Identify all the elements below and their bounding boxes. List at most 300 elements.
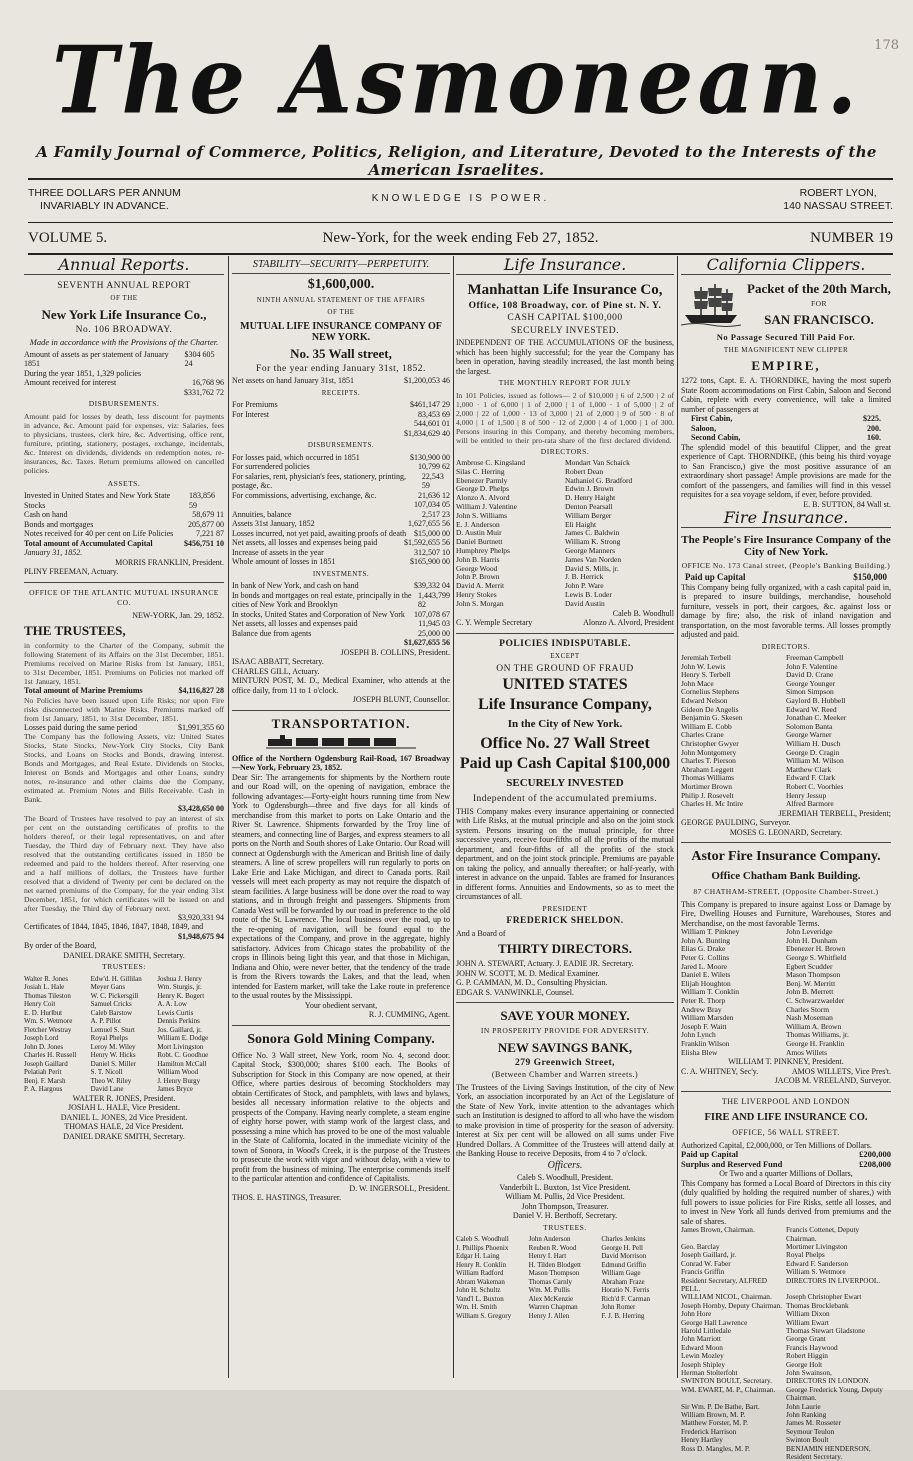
- ledger-row: [24, 529, 224, 539]
- director-name: John Hore: [681, 1309, 712, 1319]
- director-name: Joseph Hornby, Deputy Chairman.: [681, 1300, 783, 1310]
- director-name: John B. Harris: [456, 554, 500, 564]
- trustee-name: Joshua J. Henry: [157, 974, 202, 983]
- peoples-heading: The People's Fire Insurance Company of the City of New York.: [681, 533, 891, 558]
- row-label: Whole amount of losses in 1851: [232, 557, 336, 566]
- director-name: William T. Pinkney: [681, 927, 740, 937]
- ledger-row: [232, 638, 450, 648]
- ledger-row: [232, 376, 450, 386]
- trustee-name: William Radford: [456, 1269, 504, 1278]
- trustee-name: J. Phillips Phoenix: [456, 1243, 509, 1252]
- director-name: William T. Conklin: [681, 987, 739, 997]
- fire-section-heading: Fire Insurance.: [681, 513, 891, 528]
- director-name: John S. Morgan: [456, 598, 504, 608]
- trustee-name: Wm. S. Wetmore: [24, 1017, 73, 1025]
- trustee-name: P. A. Hargous: [24, 1085, 63, 1093]
- signature-date: January 31, 1852.: [24, 548, 83, 557]
- row-value: 205,877 00: [188, 519, 224, 529]
- examiner-signature: MINTURN POST, M. D., Medical Examiner, who attends at the office daily, from 11 to 1 o'clock.: [232, 676, 450, 695]
- director-name: John Mace: [681, 678, 714, 688]
- row-label: For commissions, advertising, exchange, &c.: [232, 490, 377, 500]
- capital-line: CASH CAPITAL $100,000: [507, 313, 623, 323]
- volume: VOLUME 5.: [28, 230, 108, 246]
- director-name: Philip J. Rosevelt: [681, 790, 734, 800]
- trustee-name: James Bryce: [157, 1085, 193, 1093]
- vp-signature: AMOS WILLETS, Vice Pres't.: [791, 1066, 891, 1076]
- masthead-rule-top: [28, 178, 893, 180]
- director-name: John A. Bunting: [681, 935, 730, 945]
- director-name: John Leveridge: [786, 927, 833, 937]
- trustee-name: Joseph Gaillard: [24, 1059, 68, 1068]
- trustee-list: [456, 1235, 674, 1320]
- trustee-name: Thomas Carnly: [528, 1277, 573, 1286]
- row-label: Losses incurred, not yet paid, awaiting proofs of death: [232, 528, 407, 538]
- atlantic-date: NEW-YORK, Jan. 29, 1852.: [132, 610, 224, 620]
- us-president-label: PRESIDENT: [542, 903, 588, 913]
- trustee-name: Thomas Tileston: [24, 991, 71, 1000]
- row-value: 183,856 59: [188, 491, 215, 510]
- bank-between: (Between Chamber and Warren streets.): [491, 1070, 639, 1080]
- secretary-signature: C. Y. Wemple Secretary: [456, 618, 533, 628]
- row-value: $1,834,629 40: [404, 428, 450, 438]
- except-line: EXCEPT: [550, 652, 580, 661]
- ledger-row: [232, 557, 450, 567]
- trustee-name: Edmund Griffin: [601, 1260, 647, 1269]
- row-value: 58,679 11: [192, 510, 224, 519]
- trustee-name: W. C. Pickersgill: [90, 991, 139, 1000]
- director-name: James Brown, Chairman.: [681, 1225, 755, 1235]
- trustee-name: Josiah L. Hale: [24, 983, 65, 991]
- separator: [681, 1091, 891, 1092]
- president-signature: Alonzo A. Alvord, President: [583, 618, 674, 628]
- director-name: David A. Merrit: [456, 581, 505, 591]
- company-name: MUTUAL LIFE INSURANCE COMPANY OF NEW YORK.: [240, 320, 442, 343]
- surveyor-signature: GEORGE PAULDING, Surveyor.: [681, 818, 791, 828]
- director-name: Edward F. Clark: [786, 773, 836, 783]
- us-independent: Independent of the accumulated premiums.: [472, 794, 658, 805]
- director-name: William S. Wetmore: [786, 1267, 846, 1277]
- liverpool-heading: THE LIVERPOOL AND LONDON: [721, 1096, 851, 1106]
- director-name: Gideon De Angelis: [681, 704, 739, 714]
- row-label: In bonds and mortgages on real estate, principally in the cities of New York and Brooklyn: [232, 590, 412, 609]
- masthead-infobar: [28, 183, 893, 227]
- ledger-row: [232, 400, 450, 410]
- row-value: $39,332 04: [414, 581, 450, 590]
- company-name: Manhattan Life Insurance Co,: [467, 281, 663, 298]
- officer-line: DANIEL DRAKE SMITH, Secretary.: [63, 1131, 185, 1141]
- director-name: Thomas Williams: [681, 773, 735, 783]
- row-value: $1,948,675 94: [178, 931, 224, 941]
- director-name: George D. Cragin: [786, 747, 840, 757]
- surplus-label: Surplus and Reserved Fund: [681, 1158, 783, 1169]
- row-label: Annuities, balance: [232, 509, 292, 519]
- us-heading-2: Life Insurance Company,: [478, 696, 652, 714]
- director-name: Benjamin G. Skesen: [681, 713, 743, 723]
- director-name: James C. Baldwin: [565, 528, 620, 538]
- director-name: Ebenezer H. Brown: [786, 944, 846, 954]
- row-value: 10,799 62: [418, 462, 450, 471]
- column-divider: [453, 256, 454, 1378]
- row-value: 83,453 69: [418, 409, 450, 419]
- director-name: Joseph Gaillard, jr.: [681, 1250, 737, 1260]
- company-office: Office, 108 Broadway, cor. of Pine st. N. Y.: [468, 300, 662, 311]
- sonora-president: D. W. INGERSOLL, President.: [349, 1183, 450, 1193]
- director-name: WILLIAM NICOL, Chairman.: [681, 1292, 772, 1302]
- year-line: For the year ending January 31st, 1852.: [256, 363, 426, 374]
- company-address: No. 106 BROADWAY.: [75, 324, 173, 335]
- paid-value: £200,000: [859, 1149, 891, 1160]
- director-name: Jared L. Moore: [681, 961, 728, 971]
- us-heading: UNITED STATES: [502, 676, 628, 694]
- ledger-row: [24, 804, 224, 814]
- price-line: INVARIABLY IN ADVANCE.: [40, 200, 169, 212]
- director-name: John P. Ware: [565, 581, 604, 591]
- ledger-row: [232, 472, 450, 491]
- director-name: Mortimer Brown: [681, 781, 733, 791]
- secure-line: SECURELY INVESTED.: [511, 325, 619, 336]
- ledger-row: [232, 500, 450, 510]
- director-name: Humphrey Phelps: [456, 545, 510, 555]
- row-value: 107,078 67: [414, 609, 450, 619]
- director-name: Sir Wm. P. De Bathe, Bart.: [681, 1401, 760, 1411]
- ledger-row: [24, 378, 224, 388]
- paid-label: Paid up Capital: [681, 1149, 739, 1160]
- peoples-secretary: MOSES G. LEONARD, Secretary.: [729, 827, 843, 837]
- ledger-row: [232, 581, 450, 591]
- trustee-name: Robt. C. Goodhue: [157, 1051, 209, 1059]
- director-name: Resident Secretary, ALFRED PELL.: [681, 1275, 768, 1293]
- director-name: D. Austin Muir: [456, 528, 502, 538]
- company-address: No. 35 Wall street,: [290, 345, 392, 361]
- director-name: Amos Willets: [786, 1047, 828, 1057]
- ledger-row: [24, 723, 224, 733]
- director-name: Jonathan C. Meeker: [786, 713, 847, 723]
- column-divider: [677, 256, 678, 1378]
- director-name: William Brown, M. P.: [681, 1410, 746, 1420]
- disbursements-heading: DISBURSEMENTS.: [307, 441, 375, 449]
- report-of: OF THE: [110, 294, 138, 302]
- ledger-row: [232, 591, 450, 610]
- director-name: Denton Pearsall: [565, 501, 613, 511]
- publisher-line: ROBERT LYON,: [799, 187, 877, 199]
- ledger-row: [232, 491, 450, 501]
- row-value: $165,900 00: [410, 557, 450, 566]
- receipts-heading: RECEIPTS.: [321, 388, 361, 397]
- sonora-body: Office No. 3 Wall street, New York, room No. 4, second door. Capital Stock, $300,000; shares $100 each. The Books of Subscription for Stock in this Company are now opened, at their Office, where parties desirous of becoming Stockholders may obtain Certificates of Stock, and pamphlets, with laws and bylaws, besides all necessary information relative to the objects and prospects of the Company. Having nearly complete, a steam engine of eighty horse power, with stamp work of the largest class, and possessing a mine which has proved to be one of the most valuable in the State of California, located in the immediate vicinity of the town of Sonora, in Wood's Creek, it is the purpose of the Trustees to prosecute the work with vigor and without delay, with a view to profit from the business of mining. The enterprise commends itself to the particular attention and confidence of Capitalists.: [232, 1050, 450, 1183]
- row-value: 107,034 05: [414, 500, 450, 509]
- ledger-row: [232, 610, 450, 620]
- investments-heading: INVESTMENTS.: [312, 569, 370, 578]
- issue-date: New-York, for the week ending Feb 27, 1852.: [322, 230, 599, 246]
- trustee-name: Henry W. Hicks: [90, 1051, 136, 1059]
- assets-heading: ASSETS.: [107, 478, 141, 488]
- capital-label: Paid up Capital: [685, 572, 746, 582]
- director-name: Gaylord B. Hubbell: [786, 695, 846, 705]
- astor-president: WILLIAM T. PINKNEY, President.: [728, 1057, 844, 1067]
- masthead-rule-mid: [28, 222, 893, 223]
- row-label: For salaries, rent, physician's fees, stationery, printing, postage, &c.: [232, 471, 406, 490]
- row-label: Increase of assets in the year: [232, 547, 324, 557]
- director-name: John B. Merrett: [786, 987, 834, 997]
- empire-body: 1272 tons, Capt. E. A. THORNDIKE, having the most superb State Room accommodations on First Cabin, Saloon and Second Cabin, replete with every convenience, will take a limited number of passengers at: [681, 376, 891, 414]
- statement-of: OF THE: [327, 308, 355, 316]
- trustee-name: John Anderson: [528, 1235, 571, 1244]
- director-name: Henry S. Terbell: [681, 670, 731, 680]
- director-name: Francis Cottenet, Deputy Chairman.: [786, 1225, 860, 1243]
- secretary-signature: DANIEL DRAKE SMITH, Secretary.: [63, 950, 185, 960]
- liverpool-surplus: [681, 1160, 891, 1170]
- trustee-name: Henry J. Allen: [528, 1311, 570, 1320]
- row-value: $4,116,827 28: [178, 686, 224, 695]
- trustee-name: Walter R. Jones: [24, 974, 68, 983]
- trustee-name: Henry Coit: [24, 1000, 56, 1008]
- trustee-name: John H. Schultz: [456, 1286, 501, 1295]
- row-label: Cash on hand: [24, 510, 68, 519]
- director-name: DIRECTORS IN LONDON.: [786, 1376, 871, 1386]
- director-name: Nash Moseman: [786, 1013, 833, 1023]
- director-name: Henry Jessup: [786, 790, 827, 800]
- directors-label: DIRECTORS.: [540, 446, 590, 456]
- train-icon: [266, 734, 416, 750]
- ship-icon: [681, 281, 741, 327]
- director-name: John Ranking: [786, 1410, 827, 1420]
- director-name: John Montgomery: [681, 747, 737, 757]
- director-name: William H. Dusch: [786, 738, 841, 748]
- president-signature: MORRIS FRANKLIN, President.: [115, 557, 224, 567]
- fare-row: [681, 424, 891, 434]
- fraud-line: ON THE GROUND OF FRAUD: [496, 663, 634, 674]
- row-value: $461,147 29: [410, 400, 450, 409]
- trustee-name: Henry I. Hart: [528, 1252, 567, 1261]
- trustee-name: Theo W. Riley: [90, 1076, 132, 1085]
- director-name: Thomas Williams, jr.: [786, 1030, 849, 1040]
- row-value: $15,000 00: [414, 528, 450, 538]
- fare-row: [681, 414, 891, 424]
- director-name: Christopher Gwyer: [681, 738, 739, 748]
- ledger-row: [232, 453, 450, 463]
- no-passage: No Passage Secured Till Paid For.: [716, 332, 856, 342]
- row-value: $1,627,655 56: [404, 638, 450, 647]
- motto: KNOWLEDGE IS POWER.: [371, 193, 550, 204]
- publisher-line: 140 NASSAU STREET.: [783, 200, 893, 212]
- director-name: Andrew Bray: [681, 1004, 722, 1014]
- trustee-name: Jos. Gaillard, jr.: [157, 1025, 202, 1034]
- director-name: DIRECTORS IN LIVERPOOL.: [786, 1275, 881, 1285]
- director-name: Joseph F. Waitt: [681, 1021, 727, 1031]
- director-name: Mortimer Livingston: [786, 1241, 848, 1251]
- director-name: George Manners: [565, 545, 616, 555]
- director-name: Charles Storm: [786, 1004, 830, 1014]
- actuary-signature: CHARLES GILL, Actuary.: [232, 666, 320, 676]
- row-value: 22,543 59: [421, 471, 444, 490]
- trustee-name: Horatio N. Ferris: [601, 1286, 650, 1295]
- director-name: John Swainson,: [786, 1368, 832, 1377]
- director-name: Matthew Clark: [786, 764, 832, 774]
- director-name: Seymour Teulon: [786, 1426, 835, 1436]
- body-text: in conformity to the Charter of the Company, submit the following Statement of its Affairs on the 31st December, 1851. Premiums received on Marine Risks from 1st January, 1851, to 31st December, 1851. Premiums on Policies not marked off 1st January, 1851.: [24, 641, 224, 686]
- director-name: William A. Brown: [786, 1021, 842, 1031]
- director-name: Lewis B. Loder: [565, 589, 612, 599]
- manhattan-officers: [456, 618, 674, 628]
- order-line: By order of the Board,: [24, 941, 97, 950]
- row-label: During the year 1851, 1,329 policies: [24, 368, 142, 378]
- director-name: Peter R. Thorp: [681, 995, 726, 1005]
- trustee-name: David Lane: [90, 1085, 124, 1093]
- director-name: George Grant: [786, 1334, 826, 1344]
- director-name: David S. Mills, jr.: [565, 563, 619, 573]
- trustee-name: John D. Jones: [24, 1042, 64, 1051]
- trustee-name: William E. Dodge: [157, 1034, 209, 1042]
- disbursements-heading: DISBURSEMENTS.: [88, 399, 160, 408]
- director-name: William J. Valentine: [456, 501, 518, 511]
- director-name: John F. Valentine: [786, 661, 838, 671]
- atlantic-office: OFFICE OF THE ATLANTIC MUTUAL INSURANCE CO.: [29, 587, 219, 607]
- bank-address: 279 Greenwich Street,: [514, 1057, 616, 1068]
- director-name: Herman Stolterfoht: [681, 1368, 738, 1377]
- trustee-name: Dennis Perkins: [157, 1017, 200, 1025]
- trustee-name: Wm. H. Smith: [456, 1303, 497, 1312]
- row-label: Amount of assets as per statement of January 1851: [24, 349, 169, 368]
- row-value: 312,507 10: [414, 547, 450, 557]
- director-name: Harold Littledale: [681, 1325, 732, 1335]
- director-name: Daniel Burtnett: [456, 537, 503, 547]
- trustee-name: William S. Gregory: [456, 1311, 512, 1320]
- transport-office: Office of the Northern Ogdensburg Rail-Road, 167 Broadway—New York, February 23, 1852.: [232, 753, 450, 772]
- peoples-office: OFFICE No. 173 Canal street, (People's Banking Building.): [681, 560, 891, 570]
- officer-line: Vanderbilt L. Buxton, 1st Vice President.: [499, 1182, 631, 1192]
- body-text: The Company has the following Assets, viz: United States Stocks, State Stocks, New-York City Stocks, City Bank Stocks, and Loans on Stocks and Bonds, drawing interest. Bonds and Mortgages, and Real Estate. Dividends on Stocks, Interest on Bonds and Mortgages and other Loans, sundry notes, re-insurance and other claims due the Company, estimated at. Premium Notes and Bills Receivable. Cash in Bank.: [24, 732, 224, 804]
- director-name: William K. Strong: [565, 537, 621, 547]
- trustee-name: Lewis Curtis: [157, 1008, 194, 1017]
- director-name: Royal Phelps: [786, 1250, 825, 1260]
- director-name: Edward F. Sanderson: [786, 1258, 849, 1268]
- fare-value: 160.: [867, 433, 881, 442]
- us-officer: JOHN A. STEWART, Actuary. J. EADIE JR. Secretary.: [456, 959, 634, 969]
- ledger-row: [24, 491, 224, 510]
- separator: [681, 842, 891, 843]
- ledger-row: [24, 913, 224, 923]
- director-name: Frederick Harrison: [681, 1426, 737, 1436]
- trustee-name: S. T. Nicoll: [90, 1068, 123, 1076]
- row-value: $331,762 72: [184, 387, 224, 397]
- us-body: THIS Company makes every insurance appertaining or connected with Life Risks, at the mutual principle and also on the joint stock system. Persons insuring on the mutual principle, for three successive years, receive four-fifths of all the profits of the mutual department, and four-fifths of all the profits of the stock department, and on the joint stock principle. Premiums are payable on taking the policy, and annually thereafter; or half-yearly, with interest in advance on the unpaid. Tables are framed for Insurances in different forms. Annuities and Endowments, so as to meet the circumstances of all.: [456, 806, 674, 902]
- column-clippers-fire: [681, 255, 891, 1461]
- row-label: Assets 31st January, 1852: [232, 519, 315, 528]
- trustee-name: J. Henry Burgy: [157, 1076, 201, 1085]
- trustee-name: Abram Wakeman: [456, 1277, 505, 1286]
- ledger-row: [232, 519, 450, 529]
- us-board: And a Board of: [456, 928, 506, 938]
- ledger-row: [232, 529, 450, 539]
- trustees-heading: THE TRUSTEES,: [24, 623, 126, 638]
- astor-body: This Company is prepared to insure against Loss or Damage by Fire, Dwelling Houses and Furniture, Warehouses, Stores and Merchandise, on the most favorable Terms.: [681, 899, 891, 928]
- transport-agent: R. J. CUMMING, Agent.: [368, 1010, 450, 1019]
- director-name: Freeman Campbell: [786, 653, 844, 662]
- director-name: Alonzo A. Alvord: [456, 493, 510, 503]
- director-name: Charles Crane: [681, 730, 724, 740]
- transportation-heading: TRANSPORTATION.: [271, 715, 411, 731]
- trustee-name: Hamilton McCall: [157, 1059, 207, 1068]
- director-name: Eli Haight: [565, 519, 597, 529]
- director-name: John Lynch: [681, 1030, 716, 1040]
- row-value: $130,900 00: [410, 452, 450, 462]
- director-name: Ross D. Mangles, M. P.: [681, 1443, 750, 1453]
- capital-value: $150,000: [853, 572, 887, 582]
- body-text: No Policies have been issued upon Life Risks; nor upon Fire risks disconnected with Marine Risks. Premiums marked off from 1st January, 1851, to 31st December, 1851.: [24, 695, 224, 723]
- trustee-name: Mason Thompson: [528, 1269, 580, 1278]
- trustee-name: Vand'l L. Buxton: [456, 1294, 504, 1303]
- row-value: $3,428,650 00: [178, 804, 224, 813]
- directors-list: [681, 654, 891, 809]
- ledger-row: [24, 520, 224, 530]
- trustee-name: Caleb S. Woodhull: [456, 1235, 509, 1244]
- trustee-name: Meyer Gans: [90, 983, 126, 991]
- director-name: Nathaniel G. Bradford: [565, 475, 633, 485]
- us-secure: SECURELY INVESTED: [506, 777, 624, 790]
- ledger-row: [232, 548, 450, 558]
- manhattan-sig: Caleb B. Woodhull: [612, 608, 674, 618]
- row-value: 11,945 03: [418, 619, 450, 628]
- director-name: George Hall Lawrence: [681, 1317, 748, 1327]
- director-name: William Berger: [565, 510, 612, 520]
- body-text: Amount paid for losses by death, less discount for payments in advance, &c. Amount paid for expenses, viz: Salaries, fees to physicians, trustees, clerk hire, &c. Advertising, office rent, furniture, printing, stationery, postages, exchange, incidentals, &c. Interest on dividends, dividends on redemption notes, re-insurances, &c. Taxes. Return premiums allowed on cancelled policies.: [24, 411, 224, 475]
- ledger-row: [232, 462, 450, 472]
- trustee-name: Pelatiah Perit: [24, 1068, 62, 1076]
- director-name: Joseph Christopher Ewart: [786, 1292, 862, 1302]
- clipper-label: THE MAGNIFICENT NEW CLIPPER: [723, 345, 849, 354]
- trustees-label: TRUSTEES.: [543, 1222, 587, 1232]
- empire-agent: E. B. SUTTON, 84 Wall st.: [803, 499, 891, 509]
- fare-value: 200.: [867, 423, 881, 433]
- section-heading: Annual Reports.: [24, 260, 224, 275]
- row-label: For losses paid, which occurred in 1851: [232, 452, 360, 462]
- astor-surveyor: JACOB M. VREELAND, Surveyor.: [774, 1076, 891, 1086]
- director-name: George Warner: [786, 730, 832, 740]
- ledger-row: [232, 410, 450, 420]
- directors-list: [681, 1226, 891, 1461]
- fare-value: $225.: [863, 414, 881, 423]
- trustee-name: A. P. Pillot: [90, 1017, 122, 1025]
- trustee-name: Leroy M. Wiley: [90, 1042, 136, 1051]
- report-title: SEVENTH ANNUAL REPORT: [57, 280, 191, 291]
- trustees-label: TRUSTEES:: [102, 962, 146, 971]
- ledger-row: [24, 510, 224, 520]
- trustee-name: Rich'd F. Carman: [601, 1294, 651, 1303]
- director-name: Henry Hartley: [681, 1435, 723, 1445]
- row-label: Total amount of Accumulated Capital: [24, 538, 153, 548]
- body-text: The Board of Trustees have resolved to pay an interest of six per cent on the outstanding certificates of profits to the holders thereof, or their legal representatives, on and after Tuesday, the Third day of February next. They have also resolved that the outstanding certificates issued in 1850 be redeemed and paid to the holders thereof. After reserving one and a half millions of dollars, the Trustees have further resolved that a dividend of Twenty per cent be declared on the net earned premiums of the Company, for the year ending 31st December, 1851, for which certificates will be issued on and after Tuesday, the Third day of February next.: [24, 813, 224, 913]
- bank-name: NEW SAVINGS BANK,: [497, 1039, 633, 1055]
- officer-line: THOMAS HALE, 2d Vice President.: [64, 1122, 184, 1131]
- row-label: Amount received for interest: [24, 378, 117, 387]
- ledger-row: [232, 538, 450, 548]
- row-value: $1,592,655 56: [404, 538, 450, 547]
- director-name: Peter G. Collins: [681, 952, 730, 962]
- row-label: Total amount of Marine Premiums: [24, 686, 143, 695]
- trustee-name: Edw'd. H. Gillilan: [90, 974, 142, 983]
- director-name: George D. Phelps: [456, 484, 509, 494]
- us-office: Office No. 27 Wall Street: [480, 735, 650, 753]
- trustee-name: John Romer: [601, 1303, 636, 1312]
- row-label: Bonds and mortgages: [24, 519, 94, 529]
- row-value: $3,920,331 94: [178, 912, 224, 922]
- trustee-name: Wm. M. Pullis: [528, 1286, 570, 1295]
- director-name: John H. Dunham: [786, 935, 838, 945]
- director-name: John S. Williams: [456, 510, 508, 520]
- section-heading: Life Insurance.: [456, 260, 674, 275]
- surplus-value: £208,000: [859, 1158, 891, 1169]
- director-name: D. Henry Haight: [565, 493, 616, 503]
